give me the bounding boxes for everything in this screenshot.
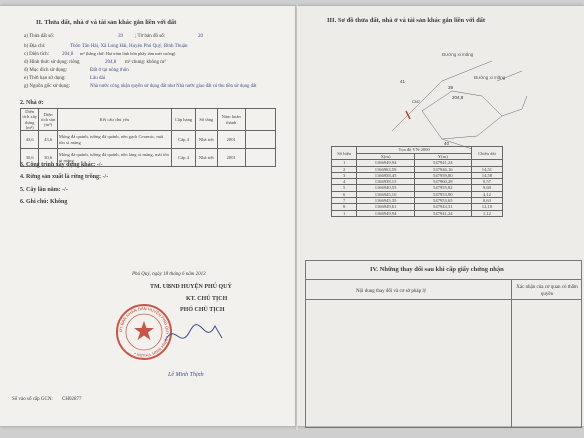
registry-label: Số vào sổ cấp GCN: [12, 397, 53, 402]
table-cell: 0,57 [471, 179, 502, 185]
table-cell: Móng đá quánh, tường đá quánh, nền láng xi măng, mái tôn xi măng [57, 149, 171, 167]
table-cell: Nhà trệt [195, 149, 217, 167]
table-cell: 2001 [217, 149, 245, 167]
purpose: Đất ở tại nông thôn [90, 68, 129, 73]
table-cell: 1166945,10 [357, 191, 414, 197]
house-header: Diện tích xây dựng (m²) [22, 109, 38, 130]
changes-header-confirm: Xác nhận của cơ quan có thẩm quyền [516, 285, 578, 297]
map-sheet-label: ; Tờ bản đồ số: [135, 34, 166, 39]
table-cell: 547953,65 [414, 197, 471, 203]
signer-org: TM. UBND HUYỆN PHÚ QUÝ [150, 284, 232, 290]
term-label: e) Thời hạn sử dụng: [24, 76, 66, 81]
registry-no: CH02877 [62, 397, 82, 402]
coord-header: Chiều dài [471, 147, 502, 160]
table-cell: 4,12 [471, 191, 502, 197]
table-cell: 43,6 [21, 131, 39, 149]
lot-diagram [382, 41, 532, 151]
table-cell: 547941,24 [414, 160, 471, 166]
house-code: CN7 [412, 99, 421, 104]
table-cell: 30,6 [39, 149, 57, 167]
lot-no-label: a) Thửa đất số: [24, 34, 54, 39]
area-text: m² (bằng chữ: Hai trăm linh bốn phẩy tám mét vuông) [80, 51, 176, 56]
purpose-label: đ) Mục đích sử dụng: [24, 68, 67, 73]
table-cell: 14,58 [471, 172, 502, 178]
table-cell: 5 [332, 185, 357, 191]
table-cell: 547959,80 [414, 172, 471, 178]
signature-scribble [160, 316, 230, 356]
table-cell: 1 [332, 160, 357, 166]
table-cell: 1166963,59 [357, 166, 414, 172]
table-cell: Cấp 4 [172, 149, 196, 167]
address: Thôn Tân Hải, Xã Long Hải, Huyện Phú Quý, Bình Thuận [70, 44, 188, 49]
table-cell: 7 [332, 197, 357, 203]
table-cell: 547941,24 [414, 210, 471, 216]
table-cell: 547953,90 [414, 191, 471, 197]
lot-no: 39 [118, 34, 123, 39]
neighbor-bottom: 40 [444, 141, 450, 146]
lot-number: 39 [448, 85, 454, 90]
signer-title: PHÓ CHỦ TỊCH [180, 307, 225, 313]
origin-label: g) Nguồn gốc sử dụng: [24, 84, 71, 89]
table-cell: 1166938,15 [357, 179, 414, 185]
table-cell: 547955,82 [414, 185, 471, 191]
house-table [20, 108, 276, 167]
area: 204,8 [62, 52, 74, 57]
table-cell: Cấp 4 [172, 131, 196, 149]
table-cell: 12,10 [471, 204, 502, 210]
table-cell: 547946,16 [414, 166, 471, 172]
signer-kt: KT. CHỦ TỊCH [186, 296, 228, 302]
coord-table: Số hiệu Tọa độ VN-2000 Chiều dài X(m) Y(m) 1 1166949,94 547941,24 2 1166963,59 547946,16 14,51 3 1166958,45 547959,80 14,58 4 1166938,15 547960,28 0,57 5 1166940,55 547955,82 9,60 6 1166945,10 547953,90 4,12 7 1166945,35 547953,65 0,63 8 1166949,61 547943,31 12,10 1 1166949,94 547941,24 1,12 [331, 146, 503, 217]
use-form-area: 204,8 [105, 60, 117, 65]
item-forest: 4. Rừng sản xuất là rừng trồng: -/- [20, 174, 109, 180]
road-label: Đường xi măng [442, 52, 474, 57]
left-page [0, 6, 297, 426]
table-cell: 547960,28 [414, 179, 471, 185]
house-title: 2. Nhà ở: [20, 100, 44, 106]
table-row [332, 210, 503, 216]
table-row [21, 131, 276, 149]
changes-header-content: Nội dung thay đổi và cơ sở pháp lý [356, 289, 427, 294]
road-label-2: Đường xi măng [474, 75, 506, 80]
table-cell: 1166958,45 [357, 172, 414, 178]
coord-header: Số hiệu [332, 147, 357, 160]
changes-title: IV. Những thay đổi sau khi cấp giấy chứng nhận [370, 266, 504, 273]
table-cell: Nhà trệt [195, 131, 217, 149]
table-cell: 2 [332, 166, 357, 172]
table-cell: 30,6 [21, 149, 39, 167]
table-cell: 14,51 [471, 166, 502, 172]
house-header: Kết cấu chủ yếu [57, 109, 171, 131]
area-label: c) Diện tích: [24, 52, 49, 57]
section-title-iii: III. Sơ đồ thửa đất, nhà ở và tài sản khác gắn liền với đất [327, 17, 486, 24]
neighbor-left: 41 [400, 79, 406, 84]
lot-area: 204,8 [452, 95, 464, 100]
table-cell: 1,12 [471, 210, 502, 216]
table-cell: 0,63 [471, 197, 502, 203]
use-form-tail: m² chung: không m² [125, 60, 166, 65]
map-sheet: 20 [198, 34, 203, 39]
item-other-works: 3. Công trình xây dựng khác: -/- [20, 162, 103, 168]
table-cell: 8 [332, 204, 357, 210]
address-label: b) Địa chỉ: [24, 44, 46, 49]
table-cell: 4 [332, 179, 357, 185]
use-form-label: d) Hình thức sử dụng: riêng [24, 60, 80, 65]
table-cell: 1166940,55 [357, 185, 414, 191]
table-cell: Móng đá quánh, tường đá quánh, nền gạch Ceramic, mái tôn xi măng [57, 131, 171, 149]
coord-header: Tọa độ VN-2000 [357, 147, 472, 154]
table-cell: 2001 [217, 131, 245, 149]
section-title-ii: II. Thửa đất, nhà ở và tài sản khác gắn liền với đất [36, 19, 177, 26]
seal-ring-text: ỦY BAN NHÂN DÂN HUYỆN PHÚ QUÝ • TỈNH BÌNH THUẬN • [117, 305, 171, 359]
house-header: Số tầng [195, 109, 217, 131]
term: Lâu dài [90, 76, 106, 81]
table-cell: 6 [332, 191, 357, 197]
right-page [297, 6, 584, 426]
origin: Nhà nước công nhận quyền sử dụng đất như Nhà nước giao đất có thu tiền sử dụng đất [90, 84, 257, 89]
item-perennial: 5. Cây lâu năm: -/- [20, 187, 68, 193]
table-cell: 3 [332, 172, 357, 178]
signer-name: Lê Minh Thịnh [168, 372, 204, 378]
table-cell: 1 [332, 210, 357, 216]
house-header: Cấp hạng [172, 109, 196, 131]
table-cell: 9,60 [471, 185, 502, 191]
item-note: 6. Ghi chú: Không [20, 199, 68, 205]
table-cell: 1166945,35 [357, 197, 414, 203]
date-line: Phú Quý, ngày 18 tháng 6 năm 2013 [132, 272, 206, 277]
table-cell: 547943,31 [414, 204, 471, 210]
table-cell: 1166949,61 [357, 204, 414, 210]
house-header: Năm hoàn thành [217, 109, 245, 131]
table-cell: 43,6 [39, 131, 57, 149]
table-cell: 1166949,94 [357, 210, 414, 216]
table-cell: 1166949,94 [357, 160, 414, 166]
changes-box [305, 260, 582, 428]
house-header: Diện tích sàn (m²) [39, 109, 57, 131]
